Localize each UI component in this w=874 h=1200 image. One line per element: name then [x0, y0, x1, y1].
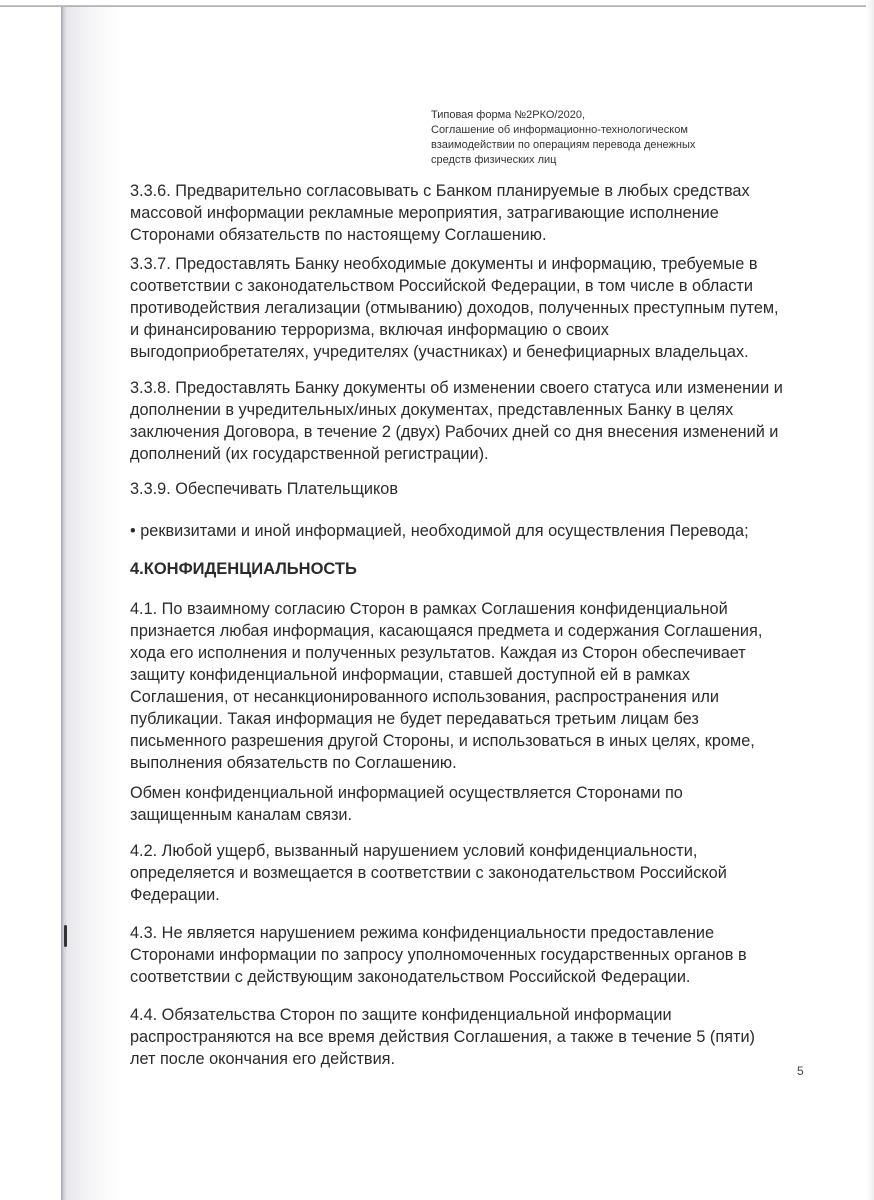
text-line: письменного разрешения другой Стороны, и использоваться в иных целях, кроме,: [130, 732, 755, 750]
text-line: 4.4. Обязательства Сторон по защите конфиденциальной информации: [130, 1006, 672, 1024]
scan-fold-shadow: [61, 7, 121, 1200]
section-heading: [130, 558, 357, 580]
text-line: защиту конфиденциальной информации, ставшей доступной ей в рамках: [130, 666, 690, 684]
text-line: Сторонами обязательств по настоящему Соглашению.: [130, 226, 547, 244]
text-line: защищенным каналам связи.: [130, 806, 353, 824]
text-line: 4.КОНФИДЕНЦИАЛЬНОСТЬ: [130, 560, 357, 578]
text-line: 3.3.7. Предоставлять Банку необходимые документы и информацию, требуемые в: [130, 255, 758, 273]
paragraph-4-2: [130, 840, 727, 906]
text-line: заключения Договора, в течение 2 (двух) Рабочих дней со дня внесения изменений и: [130, 423, 779, 441]
text-line: публикации. Такая информация не будет передаваться третьим лицам без: [130, 710, 699, 728]
text-line: выполнения обязательств по Соглашению.: [130, 754, 457, 772]
paragraph-4-4: [130, 1004, 755, 1070]
form-header: [431, 108, 695, 168]
page-number: 5: [797, 1064, 804, 1078]
paragraph-4-1: [130, 598, 762, 774]
text-line: дополнений (их государственной регистрации).: [130, 445, 489, 463]
paragraph-3-3-8: [130, 377, 783, 465]
text-line: дополнении в учредительных/иных документах, представленных Банку в целях: [130, 401, 734, 419]
header-line: Соглашение об информационно-технологическом: [431, 124, 688, 136]
header-line: взаимодействии по операциям перевода денежных: [431, 139, 696, 151]
text-line: 4.3. Не является нарушением режима конфиденциальности предоставление: [130, 924, 715, 942]
header-line: средств физических лиц: [431, 154, 557, 166]
text-line: Соглашения, от несанкционированного использования, распространения или: [130, 688, 720, 706]
text-line: 4.1. По взаимному согласию Сторон в рамках Соглашения конфиденциальной: [130, 600, 728, 618]
text-line: Сторонами информации по запросу уполномоченных государственных органов в: [130, 946, 747, 964]
paragraph-bullet: [130, 520, 749, 542]
scan-right-edge: [866, 0, 874, 1200]
text-line: распространяются на все время действия Соглашения, а также в течение 5 (пяти): [130, 1028, 755, 1046]
text-line: 3.3.6. Предварительно согласовывать с Банком планируемые в любых средствах: [130, 182, 750, 200]
text-line: Федерации.: [130, 886, 220, 904]
paragraph-3-3-7: [130, 253, 779, 363]
text-line: определяется и возмещается в соответствии с законодательством Российской: [130, 864, 727, 882]
text-line: выгодоприобретателях, учредителях (участниках) и бенефициарных владельцах.: [130, 343, 749, 361]
paragraph-3-3-6: [130, 180, 750, 246]
paragraph-exchange: [130, 782, 683, 826]
scan-mark: [64, 925, 67, 947]
text-line: 4.2. Любой ущерб, вызванный нарушением условий конфиденциальности,: [130, 842, 698, 860]
text-line: • реквизитами и иной информацией, необходимой для осуществления Перевода;: [130, 522, 749, 540]
text-line: массовой информации рекламные мероприятия, затрагивающие исполнение: [130, 204, 719, 222]
text-line: соответствии с законодательством Российской Федерации, в том числе в области: [130, 277, 753, 295]
text-line: 3.3.8. Предоставлять Банку документы об изменении своего статуса или изменении и: [130, 379, 783, 397]
text-line: хода его исполнения и полученных результатов. Каждая из Сторон обеспечивает: [130, 644, 746, 662]
text-line: признается любая информация, касающаяся предмета и содержания Соглашения,: [130, 622, 763, 640]
paragraph-4-3: [130, 922, 747, 988]
header-line: Типовая форма №2РКО/2020,: [431, 109, 586, 121]
paragraph-3-3-9: [130, 478, 398, 500]
text-line: 3.3.9. Обеспечивать Плательщиков: [130, 480, 398, 498]
text-line: противодействия легализации (отмыванию) доходов, полученных преступным путем,: [130, 299, 779, 317]
scan-top-edge: [0, 0, 874, 7]
text-line: лет после окончания его действия.: [130, 1050, 395, 1068]
text-line: и финансированию терроризма, включая информацию о своих: [130, 321, 609, 339]
text-line: соответствии с действующим законодательством Российской Федерации.: [130, 968, 691, 986]
text-line: Обмен конфиденциальной информацией осуществляется Сторонами по: [130, 784, 683, 802]
